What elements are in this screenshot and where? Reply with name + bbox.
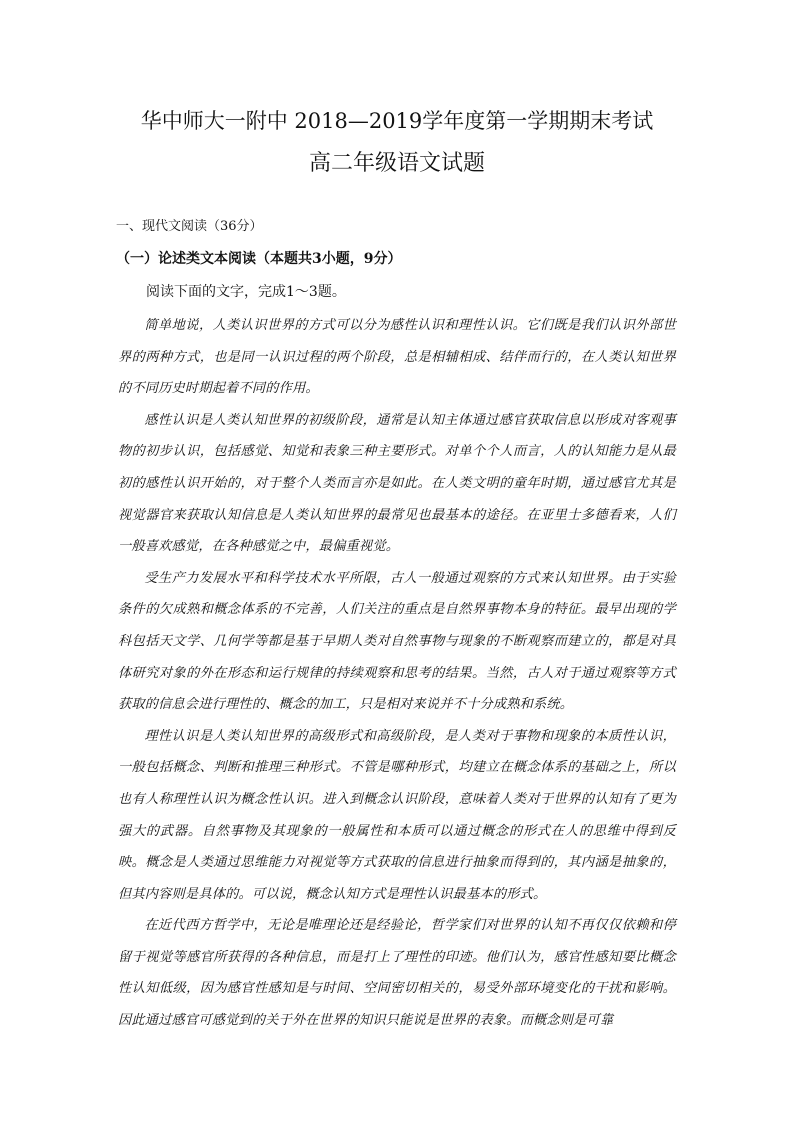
exam-subtitle: 高二年级语文试题 (308, 151, 485, 176)
section-heading: 一、现代文阅读（36分） (116, 219, 263, 234)
passage-paragraph: 在近代西方哲学中，无论是唯理论还是经验论，哲学家们对世界的认知不再仅仅依赖和停留于视觉等感官所获得的各种信息，而是打上了理性的印迹。他们认为，感官性感知要比概念性认知低级，因为感官性感知是与时间、空间密切相关的，易受外部环境变化的干扰和影响。因此通过感官可感觉到的关于外在世界的知识只能说是世界的表象。而概念则是可靠 (118, 918, 676, 1029)
exam-title: 华中师大一附中 2018—2019学年度第一学期期末考试 (140, 109, 654, 133)
passage-paragraph: 理性认识是人类认知世界的高级形式和高级阶段，是人类对于事物和现象的本质性认识，一般包括概念、判断和推理三种形式。不管是哪种形式，均建立在概念体系的基础之上，所以也有人称理性认识为概念性认识。进入到概念认识阶段，意味着人类对于世界的认知有了更为强大的武器。自然事物及其现象的一般属性和本质可以通过概念的形式在人的思维中得到反映。概念是人类通过思维能力对视觉等方式获取的信息进行抽象而得到的，其内涵是抽象的，但其内容则是具体的。可以说，概念认知方式是理性认识最基本的形式。 (118, 728, 676, 902)
passage-paragraph: 受生产力发展水平和科学技术水平所限，古人一般通过观察的方式来认知世界。由于实验条件的欠成熟和概念体系的不完善，人们关注的重点是自然界事物本身的特征。最早出现的学科包括天文学、几何学等都是基于早期人类对自然事物与现象的不断观察而建立的，都是对具体研究对象的外在形态和运行规律的持续观察和思考的结果。当然，古人对于通过观察等方式获取的信息会进行理性的、概念的加工，只是相对来说并不十分成熟和系统。 (118, 570, 676, 713)
reading-passage (118, 310, 676, 1037)
passage-paragraph: 感性认识是人类认知世界的初级阶段，通常是认知主体通过感官获取信息以形成对客观事物的初步认识，包括感觉、知觉和表象三种主要形式。对单个个人而言，人的认知能力是从最初的感性认识开始的，对于整个人类而言亦是如此。在人类文明的童年时期，通过感官尤其是视觉器官来获取认知信息是人类认知世界的最常见也最基本的途径。在亚里士多德看来，人们一般喜欢感觉，在各种感觉之中，最偏重视觉。 (118, 412, 676, 555)
reading-instruction: 阅读下面的文字，完成1～3题。 (146, 284, 346, 300)
passage-paragraph: 简单地说，人类认识世界的方式可以分为感性认识和理性认识。它们既是我们认识外部世界的两种方式，也是同一认识过程的两个阶段，总是相辅相成、结伴而行的，在人类认知世界的不同历史时期起着不同的作用。 (118, 318, 676, 397)
subsection-heading: （一）论述类文本阅读（本题共3小题，9分） (116, 251, 402, 267)
